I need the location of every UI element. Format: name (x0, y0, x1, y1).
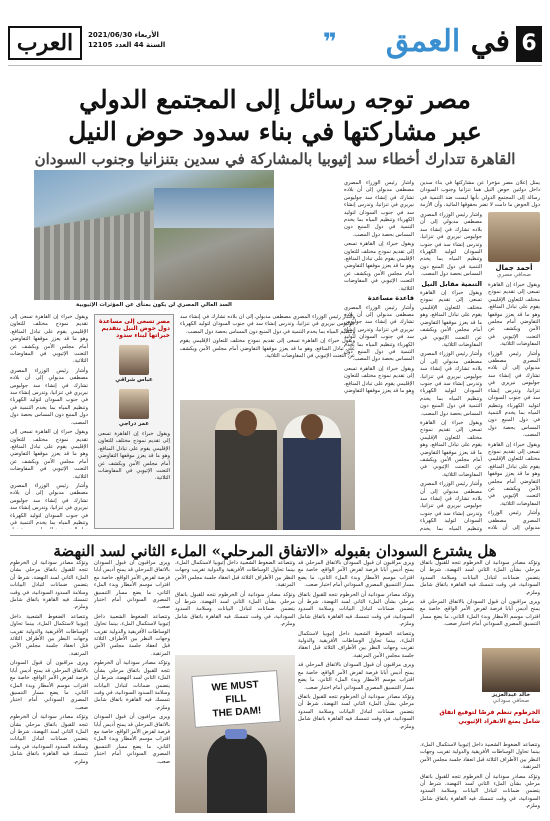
article-paragraph: وتتصاعد الضغوط الشعبية داخل إثيوبيا لاستكمال الملء، بينما تحاول الوساطات الأفريقية والدولية تقريب وجهات النظر بين الأطراف الثلاثة قبل انعقاد جلسة مجلس الأمن المرتقبة. (298, 630, 414, 659)
page-number: 6 (516, 26, 542, 62)
article-paragraph: وتتصاعد الضغوط الشعبية داخل إثيوبيا لاستكمال الملء، بينما تحاول الوساطات الأفريقية والدولية تقريب وجهات النظر بين الأطراف الثلاثة قبل انعقاد جلسة مجلس الأمن المرتقبة. (420, 742, 540, 771)
protester-figure (207, 733, 267, 813)
second-quote: الخرطوم تنظم فرصًا لتوقيع اتفاق شامل يمنع الانفراد الإثيوبي (439, 709, 540, 725)
section-title (386, 24, 510, 59)
article-paragraph: ويرى مراقبون أن قبول السودان بالاتفاق المرحلي قد يمنح أديس أبابا فرصة لفرض الأمر الواقع، خاصة مع اقتراب موسم الأمطار وبدء الملء الثاني، ما يضع مسار التنسيق المصري السوداني أمام اختبار صعب. (94, 714, 170, 765)
protest-sign-line2: FILL (225, 693, 247, 706)
article-paragraph: وتؤكد مصادر سودانية أن الخرطوم تتجه للقبول باتفاق مرحلي بشأن الملء الثاني لسد النهضة، شرط أن يتضمن ضمانات لتبادل البيانات وسلامة السدود السودانية، في وقت تتمسك فيه القاهرة باتفاق شامل وملزم. (420, 560, 540, 596)
sidebar-text: ويقول خبراء إن القاهرة تسعى إلى تقديم نموذج مختلف للتعاون الإقليمي يقوم على تبادل المنافع، وهو ما قد يعزز موقفها التفاوضي أمام مجلس الأمن ويكشف عن التعنت الإثيوبي في المفاوضات الثلاثية. (98, 431, 170, 482)
second-author-role: صحافي سوداني (492, 698, 530, 704)
second-headline: هل يشترع السودان بقبوله «الاتفاق المرحلي» الملء الثاني لسد النهضة (10, 535, 540, 560)
article-paragraph: ويقول خبراء إن القاهرة تسعى إلى تقديم نموذج مختلف للتعاون الإقليمي يقوم على تبادل المنافع، وهو ما قد يعزز موقفها التفاوضي أمام مجلس الأمن ويكشف عن التعنت الإثيوبي في المفاوضات الثلاثية. (420, 290, 482, 348)
issue-number: السنة 44 العدد 12105 (88, 41, 166, 49)
second-author-photo (482, 648, 540, 692)
subhead-b: قاعدة مساعدة (367, 294, 414, 303)
expert-photo-2 (119, 389, 149, 419)
article-paragraph: ويرى مراقبون أن قبول السودان بالاتفاق المرحلي قد يمنح أديس أبابا فرصة لفرض الأمر الواقع، خاصة مع اقتراب موسم الأمطار وبدء الملء الثاني، ما يضع مسار التنسيق المصري السوداني أمام اختبار صعب. (420, 599, 540, 628)
article-paragraph: وأشار رئيس الوزراء المصري مصطفى مدبولي إلى أن بلاده تشارك في إنشاء سد جوليوس نيريري في تنزانيا، وتدرس إنشاء سد في جنوب السودان لتوليد الكهرباء وتنظيم المياه بما يخدم التنمية في دول المنبع دون المساس بحصة دول المصب. (420, 351, 482, 417)
main-headline (10, 84, 540, 148)
article-paragraph: وأشار رئيس الوزراء المصري مصطفى مدبولي إلى أن بلاده تشارك في إنشاء سد جوليوس نيريري في تنزانيا، وتدرس إنشاء سد في جنوب السودان لتوليد الكهرباء وتنظيم المياه بما يخدم التنمية في دول المنبع دون المساس بحصة دول المصب. (344, 180, 414, 238)
article-column-1 (420, 212, 482, 532)
author-photo (488, 212, 540, 262)
article-paragraph: وتؤكد مصادر سودانية أن الخرطوم تتجه للقبول باتفاق مرحلي بشأن الملء الثاني لسد النهضة، شرط أن يتضمن ضمانات لتبادل البيانات وسلامة السدود السودانية، في وقت تتمسك فيه القاهرة باتفاق شامل وملزم. (420, 773, 540, 810)
article-paragraph: وتؤكد مصادر سودانية أن الخرطوم تتجه للقبول باتفاق مرحلي بشأن الملء الثاني لسد النهضة، شرط أن يتضمن ضمانات لتبادل البيانات وسلامة السدود السودانية، في وقت تتمسك فيه القاهرة باتفاق شامل وملزم. (10, 714, 88, 765)
main-subtitle: القاهرة تتدارك أخطاء سد إثيوبيا بالمشاركة في سدين بتنزانيا وجنوب السودان (34, 150, 516, 168)
article-paragraph: ويرى مراقبون أن قبول السودان بالاتفاق المرحلي قد يمنح أديس أبابا فرصة لفرض الأمر الواقع، خاصة مع اقتراب موسم الأمطار وبدء الملء الثاني، ما يضع مسار التنسيق المصري السوداني أمام اختبار صعب. (298, 560, 414, 589)
article-paragraph: وتؤكد مصادر سودانية أن الخرطوم تتجه للقبول باتفاق مرحلي بشأن الملء الثاني لسد النهضة، شرط أن يتضمن ضمانات لتبادل البيانات وسلامة السدود السودانية، في وقت تتمسك فيه القاهرة باتفاق شامل وملزم. (298, 591, 414, 628)
masthead (8, 22, 542, 66)
article-paragraph: وتتصاعد الضغوط الشعبية داخل إثيوبيا لاستكمال الملء، بينما تحاول الوساطات الأفريقية والدولية تقريب وجهات النظر بين الأطراف الثلاثة قبل انعقاد جلسة مجلس الأمن المرتقبة. (175, 560, 295, 589)
protest-sign-line1: WE MUST (211, 679, 260, 694)
dam-photo (34, 170, 274, 300)
article-paragraph: وأشار رئيس الوزراء المصري مصطفى مدبولي إلى أن بلاده تشارك في إنشاء سد جوليوس نيريري في تنزانيا، وتدرس إنشاء سد في جنوب السودان لتوليد الكهرباء وتنظيم المياه بما يخدم التنمية في دول المنبع دون المساس بحصة دول المصب. (180, 314, 355, 335)
protest-sign-line3: THE DAM! (212, 705, 262, 720)
main-headline-line1: مصر توجه رسائل إلى المجتمع الدولي (79, 85, 471, 114)
section-title-fi: في (470, 24, 510, 59)
figure-right-head (301, 414, 323, 440)
author-box (488, 212, 540, 278)
article-paragraph: ويقول خبراء إن القاهرة تسعى إلى تقديم نموذج مختلف للتعاون الإقليمي يقوم على تبادل المنافع، وهو ما قد يعزز موقفها التفاوضي أمام مجلس الأمن ويكشف عن التعنت الإثيوبي في المفاوضات الثلاثية. (420, 419, 482, 478)
expert-name-2: عمر دراجي (118, 421, 150, 427)
article-paragraph: وتتصاعد الضغوط الشعبية داخل إثيوبيا لاستكمال الملء، بينما تحاول الوساطات الأفريقية والدولية تقريب وجهات النظر بين الأطراف الثلاثة قبل انعقاد جلسة مجلس الأمن المرتقبة. (10, 613, 88, 657)
article-paragraph: وأشار رئيس الوزراء المصري مصطفى مدبولي إلى أن بلاده تشارك في إنشاء سد جوليوس نيريري في تنزانيا، وتدرس إنشاء سد في جنوب السودان لتوليد الكهرباء وتنظيم المياه بما يخدم التنمية في دول المنبع دون المساس بحصة دول المصب. (344, 304, 414, 363)
bottom-column-4 (10, 560, 88, 814)
article-paragraph: ويقول خبراء إن القاهرة تسعى إلى تقديم نموذج مختلف للتعاون الإقليمي يقوم على تبادل المنافع، وهو ما قد يعزز موقفها التفاوضي أمام مجلس الأمن ويكشف عن التعنت الإثيوبي في المفاوضات الثلاثية. (488, 282, 540, 348)
article-paragraph: وأشار رئيس الوزراء المصري مصطفى مدبولي إلى أن بلاده (488, 510, 540, 531)
quote-icon: ❞ (322, 28, 337, 56)
second-author-name: خالد عبدالعزيز (491, 692, 531, 698)
dam-caption: السد العالي المصري لن يكون بمنأى عن المؤثرات الإثيوبية (76, 302, 232, 308)
leaders-photo (180, 400, 355, 530)
expert-photo-1 (119, 345, 149, 375)
article-column-left-1 (10, 314, 88, 529)
article-column-center (180, 314, 355, 396)
article-paragraph: ويرى مراقبون أن قبول السودان بالاتفاق المرحلي قد يمنح أديس أبابا فرصة لفرض الأمر الواقع، خاصة مع اقتراب موسم الأمطار وبدء الملء الثاني، ما يضع مسار التنسيق المصري السوداني أمام اختبار صعب. (298, 662, 414, 691)
author-role: صحافي مصري (497, 272, 531, 278)
article-paragraph: وتؤكد مصادر سودانية أن الخرطوم تتجه للقبول باتفاق مرحلي بشأن الملء الثاني لسد النهضة، شرط أن يتضمن ضمانات لتبادل البيانات وسلامة السدود السودانية، في وقت تتمسك فيه القاهرة باتفاق شامل وملزم. (175, 591, 295, 628)
bottom-column-0b (420, 742, 540, 814)
protest-photo (175, 655, 295, 813)
article-paragraph: وأشار رئيس الوزراء المصري مصطفى مدبولي إلى أن بلاده تشارك في إنشاء سد جوليوس نيريري في تنزانيا، وتدرس إنشاء سد في جنوب السودان لتوليد الكهرباء وتنظيم المياه بما يخدم (420, 481, 482, 532)
side-quote: مصر تسعى إلى مساعدة دول حوض النيل بتقديم خبراتها لبناء سدود (98, 318, 170, 339)
intro-text: يمثل إعلان مصر مؤخرا عن مشاركتها في بناء سدين داخل دولتين حوض النيل هما تنزانيا وجنوب السودان رسالة إلى المجتمع الدولي بأنها ليست ضد التنمية في دول الحوض ما دامت لا تضر بحقوقها المائية، وأن الأزمة (420, 180, 540, 208)
bottom-column-1 (298, 560, 414, 814)
article-paragraph: ويرى مراقبون أن قبول السودان بالاتفاق المرحلي قد يمنح أديس أبابا فرصة لفرض الأمر الواقع، خاصة مع اقتراب موسم الأمطار وبدء الملء الثاني، ما يضع مسار التنسيق المصري السوداني أمام اختبار صعب. (94, 560, 170, 611)
face-mask (225, 729, 247, 739)
second-author-box (482, 648, 540, 704)
article-column-0 (488, 282, 540, 532)
issue-info (88, 30, 165, 50)
article-paragraph: وأشار رئيس الوزراء المصري مصطفى مدبولي إلى أن بلاده تشارك في إنشاء سد جوليوس نيريري في تنزانيا، وتدرس إنشاء سد في جنوب السودان لتوليد الكهرباء وتنظيم المياه بما يخدم التنمية في دول المنبع دون المساس بحصة دول المصب. (488, 350, 540, 439)
article-paragraph: وأشار رئيس الوزراء المصري مصطفى مدبولي إلى أن بلاده تشارك في إنشاء سد جوليوس نيريري في تنزانيا، وتدرس إنشاء سد في جنوب السودان لتوليد الكهرباء وتنظيم المياه بما يخدم التنمية في (10, 482, 88, 526)
section-title-umq: العمق (385, 24, 461, 59)
article-paragraph: وتتصاعد الضغوط الشعبية داخل إثيوبيا لاستكمال الملء، بينما تحاول الوساطات الأفريقية والدولية تقريب وجهات النظر بين الأطراف الثلاثة قبل انعقاد جلسة مجلس الأمن المرتقبة. (94, 613, 170, 657)
article-paragraph: ويقول خبراء إن القاهرة تسعى إلى تقديم نموذج مختلف للتعاون الإقليمي يقوم على تبادل المنافع، وهو ما قد يعزز موقفها التفاوضي (344, 365, 414, 394)
article-paragraph: ويقول خبراء إن القاهرة تسعى إلى تقديم نموذج مختلف للتعاون الإقليمي يقوم على تبادل المنافع، وهو ما قد يعزز موقفها التفاوضي أمام مجلس الأمن ويكشف عن التعنت الإثيوبي في المفاوضات الثلاثية. (344, 241, 414, 292)
bottom-column-2 (175, 560, 295, 650)
protest-sign (191, 670, 280, 728)
article-paragraph: ويقول خبراء إن القاهرة تسعى إلى تقديم نموذج مختلف للتعاون الإقليمي يقوم على تبادل المنافع، وهو ما قد يعزز موقفها التفاوضي أمام مجلس الأمن ويكشف عن التعنت الإثيوبي في المفاوضات الثلاثية. (180, 338, 355, 360)
article-paragraph: وتؤكد مصادر سودانية أن الخرطوم تتجه للقبول باتفاق مرحلي بشأن الملء الثاني لسد النهضة، شرط أن يتضمن ضمانات لتبادل البيانات وسلامة السدود السودانية، في وقت تتمسك فيه القاهرة باتفاق شامل وملزم. (94, 660, 170, 711)
newspaper-logo: العرب (8, 26, 82, 60)
expert-name-1: عباس شراقي (115, 377, 153, 383)
article-paragraph: ويقول خبراء إن القاهرة تسعى إلى تقديم نموذج مختلف للتعاون الإقليمي يقوم على تبادل المنافع، وهو ما قد يعزز موقفها التفاوضي أمام مجلس الأمن ويكشف عن التعنت الإثيوبي في المفاوضات الثلاثية. (488, 441, 540, 507)
subhead-a: التنمية مقابل النيل (421, 279, 482, 288)
article-paragraph: وتؤكد مصادر سودانية أن الخرطوم تتجه للقبول باتفاق مرحلي بشأن الملء الثاني لسد النهضة، شرط أن يتضمن ضمانات لتبادل البيانات وسلامة السدود السودانية، في وقت تتمسك فيه القاهرة باتفاق شامل وملزم. (298, 693, 414, 730)
article-paragraph: وتؤكد مصادر سودانية أن الخرطوم تتجه للقبول باتفاق مرحلي بشأن الملء الثاني لسد النهضة، شرط أن يتضمن ضمانات لتبادل البيانات وسلامة السدود السودانية، في وقت تتمسك فيه القاهرة باتفاق شامل وملزم. (10, 560, 88, 611)
article-paragraph: ويقول خبراء إن القاهرة تسعى إلى تقديم نموذج مختلف للتعاون الإقليمي يقوم على تبادل المنافع، وهو ما قد يعزز موقفها التفاوضي أمام مجلس الأمن ويكشف عن التعنت الإثيوبي في المفاوضات الثلاثية. (10, 429, 88, 480)
article-paragraph: وأشار رئيس الوزراء المصري مصطفى مدبولي إلى أن بلاده تشارك في إنشاء سد جوليوس نيريري في تنزانيا، وتدرس إنشاء سد في جنوب السودان لتوليد الكهرباء وتنظيم المياه بما يخدم التنمية في دول المنبع دون المساس بحصة دول المصب. (10, 367, 88, 426)
figure-left-head (235, 410, 257, 436)
dam-wall (34, 210, 154, 300)
article-paragraph: ويرى مراقبون أن قبول السودان بالاتفاق المرحلي قد يمنح أديس أبابا فرصة لفرض الأمر الواقع، خاصة مع اقتراب موسم الأمطار وبدء الملء الثاني، ما يضع مسار التنسيق المصري السوداني أمام اختبار صعب. (10, 660, 88, 711)
issue-date: الأربعاء 2021/06/30 (88, 31, 159, 39)
bottom-column-3 (94, 560, 170, 814)
expert-sidebar (94, 314, 174, 529)
reservoir-water (154, 188, 274, 228)
author-name: أحمد جمال (495, 264, 533, 272)
bottom-column-0 (420, 560, 540, 645)
article-paragraph: وأشار رئيس الوزراء المصري مصطفى مدبولي إلى أن بلاده تشارك في إنشاء سد جوليوس نيريري في تنزانيا، وتدرس إنشاء سد في جنوب السودان لتوليد الكهرباء وتنظيم المياه بما يخدم التنمية في دول المنبع دون المساس بحصة دول المصب. (420, 212, 482, 278)
article-paragraph: ويقول خبراء إن القاهرة تسعى إلى تقديم نموذج مختلف للتعاون الإقليمي يقوم على تبادل المنافع، وهو ما قد يعزز موقفها التفاوضي أمام مجلس الأمن ويكشف عن التعنت الإثيوبي في المفاوضات الثلاثية. (10, 314, 88, 365)
main-headline-line2: عبر مشاركتها في بناء سدود حوض النيل (68, 117, 482, 146)
